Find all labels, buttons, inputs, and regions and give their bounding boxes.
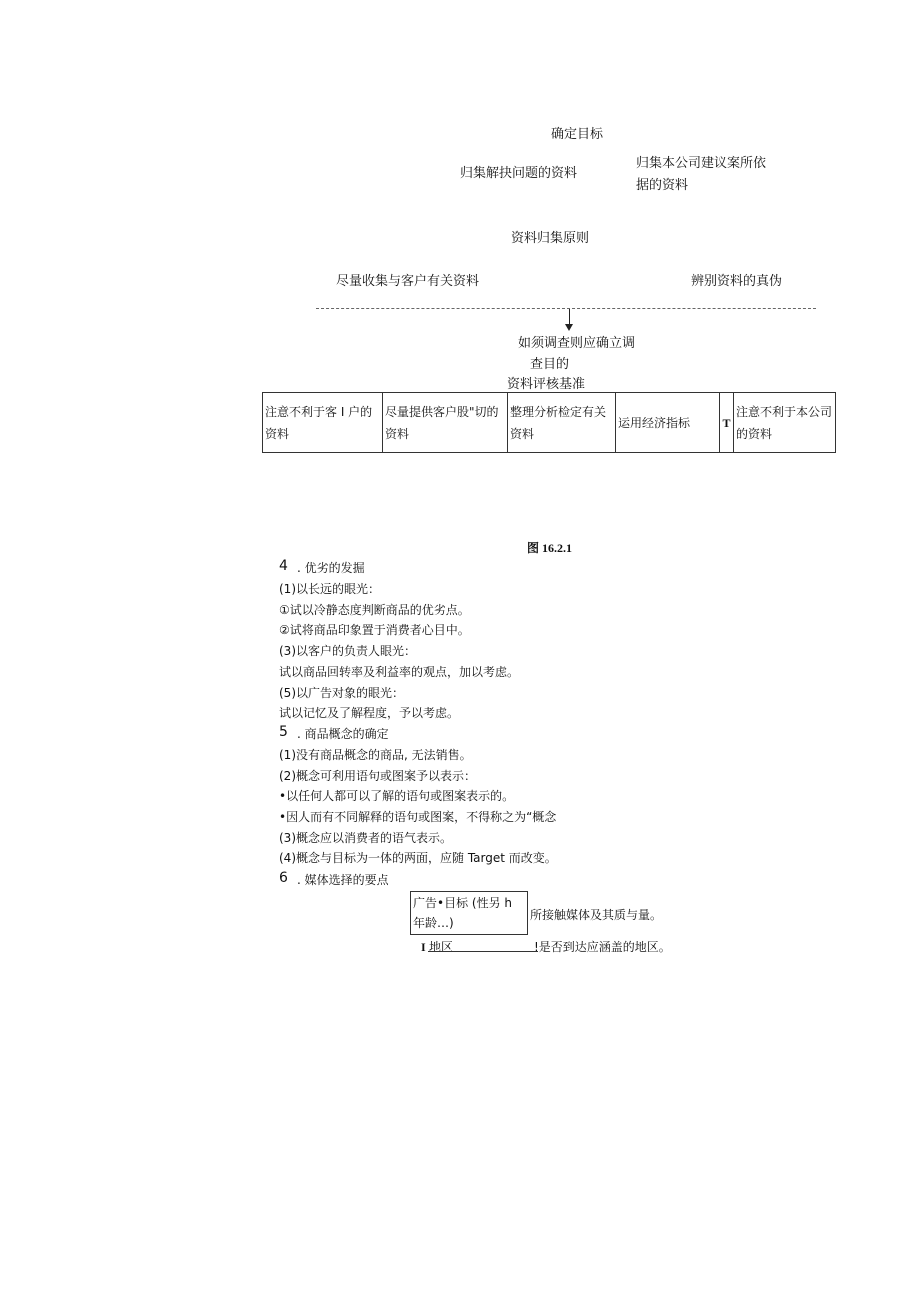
- body-line: (2)概念可利用语句或图案予以表示：: [279, 769, 476, 783]
- criteria-table: [262, 392, 836, 453]
- section-4-title: . 优劣的发掘: [297, 561, 365, 575]
- collect-basis-line2: 据的资料: [636, 178, 689, 193]
- body-line: (1)没有商品概念的商品, 无法销售。: [279, 748, 472, 762]
- section-6-number: 6: [279, 870, 288, 886]
- criteria-cell: 注意不利于客 I 户的资料: [263, 393, 383, 453]
- survey-line2: 查目的: [530, 357, 570, 372]
- body-line: •以任何人都可以了解的语句或图案表示的。: [279, 789, 515, 803]
- region-prefix: I: [421, 940, 426, 954]
- section-5-title: . 商品概念的确定: [297, 727, 389, 741]
- body-line: (1)以长远的眼光：: [279, 582, 380, 596]
- body-line: ②试将商品印象置于消费者心目中。: [279, 623, 470, 637]
- region-coverage-text: !是否到达应涵盖的地区。: [534, 940, 671, 954]
- criteria-cell: 注意不利于本公司的资料: [734, 393, 836, 453]
- section-4-number: 4: [279, 558, 288, 574]
- criteria-cell: 尽量提供客户股"切的资料: [383, 393, 508, 453]
- body-line: (3)以客户的负责人眼光：: [279, 644, 416, 658]
- section-6-title: . 媒体选择的要点: [297, 873, 389, 887]
- section-5-number: 5: [279, 724, 288, 740]
- target-box: [410, 891, 528, 935]
- body-line: 试以记忆及了解程度，予以考虑。: [279, 706, 460, 720]
- target-box-line1: 广告•目标 (性另 h: [413, 896, 512, 910]
- criteria-cell: T: [720, 393, 734, 453]
- collect-solve-label: 归集解抉问题的资料: [460, 166, 578, 181]
- divider-line: [316, 308, 816, 309]
- left-principle-label: 尽量收集与客户有关资料: [336, 274, 480, 289]
- survey-line1: 如须调查则应确立调: [518, 336, 636, 351]
- body-line: (5)以广告对象的眼光：: [279, 686, 404, 700]
- media-quality-text: 所接触媒体及其质与量。: [530, 908, 663, 922]
- region-underline: [428, 951, 538, 952]
- table-row: [263, 393, 836, 453]
- figure-caption: 图 16.2.1: [527, 541, 573, 555]
- criteria-title: 资料评核基准: [507, 377, 586, 392]
- criteria-cell: 运用经济指标: [616, 393, 720, 453]
- region-label: 地区: [429, 940, 454, 954]
- body-line: (4)概念与目标为一体的两面，应随 Target 而改变。: [279, 851, 557, 865]
- collect-basis-line1: 归集本公司建议案所依: [636, 156, 767, 171]
- goal-label: 确定目标: [551, 127, 604, 142]
- body-line: (3)概念应以消费者的语气表示。: [279, 831, 452, 845]
- body-line: ①试以冷静态度判断商品的优劣点。: [279, 603, 470, 617]
- principle-label: 资料归集原则: [511, 231, 590, 246]
- arrow-head-icon: [565, 324, 573, 331]
- body-line: •因人而有不同解释的语句或图案，不得称之为“概念: [279, 810, 557, 824]
- right-principle-label: 辨别资料的真伪: [691, 274, 783, 289]
- body-line: 试以商品回转率及利益率的观点，加以考虑。: [279, 665, 520, 679]
- target-box-line2: 年龄…): [413, 916, 454, 930]
- criteria-cell: 整理分析检定有关资料: [508, 393, 616, 453]
